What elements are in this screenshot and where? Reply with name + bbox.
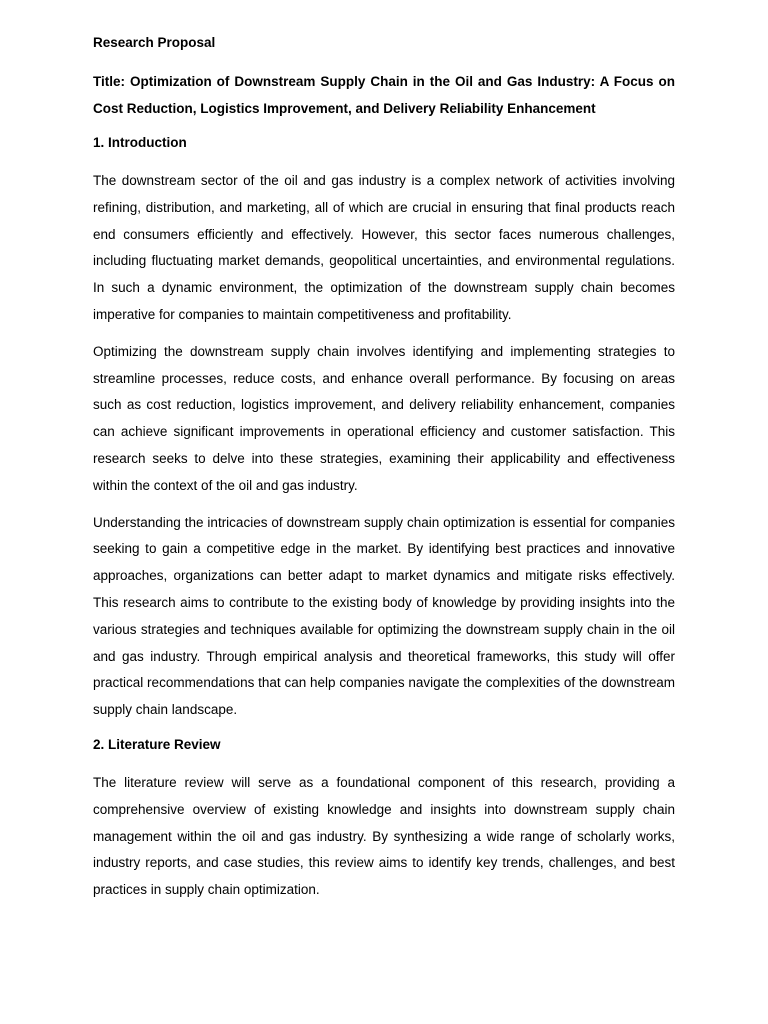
paragraph: Optimizing the downstream supply chain involves identifying and implementing strategies to streamline processes, reduce costs, and enhance overall performance. By focusing on areas such as cost reduction, logistics improvement, and delivery reliability enhancement, companies can achieve significant improvements in operational efficiency and customer satisfaction. This research seeks to delve into these strategies, examining their applicability and effectiveness within the context of the oil and gas industry. (93, 343, 675, 493)
document-label: Research Proposal (93, 35, 216, 50)
section-heading-introduction: 1. Introduction (93, 135, 187, 150)
paragraph: The downstream sector of the oil and gas industry is a complex network of activities involving refining, distribution, and marketing, all of which are crucial in ensuring that final products reach end consumers efficiently and effectively. However, this sector faces numerous challenges, including fluctuating market demands, geopolitical uncertainties, and environmental regulations. In such a dynamic environment, the optimization of the downstream supply chain becomes imperative for companies to maintain competitiveness and profitability. (93, 173, 675, 322)
document-title: Title: Optimization of Downstream Supply Chain in the Oil and Gas Industry: A Focus on Cost Reduction, Logistics Improvement, and Delivery Reliability Enhancement (93, 74, 675, 116)
paragraph: Understanding the intricacies of downstream supply chain optimization is essential for companies seeking to gain a competitive edge in the market. By identifying best practices and innovative approaches, organizations can better adapt to market dynamics and mitigate risks effectively. This research aims to contribute to the existing body of knowledge by providing insights into the various strategies and techniques available for optimizing the downstream supply chain in the oil and gas industry. Through empirical analysis and theoretical frameworks, this study will offer practical recommendations that can help companies navigate the complexities of the downstream supply chain landscape. (93, 514, 675, 718)
section-heading-literature-review: 2. Literature Review (93, 736, 221, 752)
paragraph: The literature review will serve as a foundational component of this research, providing a comprehensive overview of existing knowledge and insights into downstream supply chain management within the oil and gas industry. By synthesizing a wide range of scholarly works, industry reports, and case studies, this review aims to identify key trends, challenges, and best practices in supply chain optimization. (93, 774, 675, 898)
document-page (93, 32, 675, 914)
